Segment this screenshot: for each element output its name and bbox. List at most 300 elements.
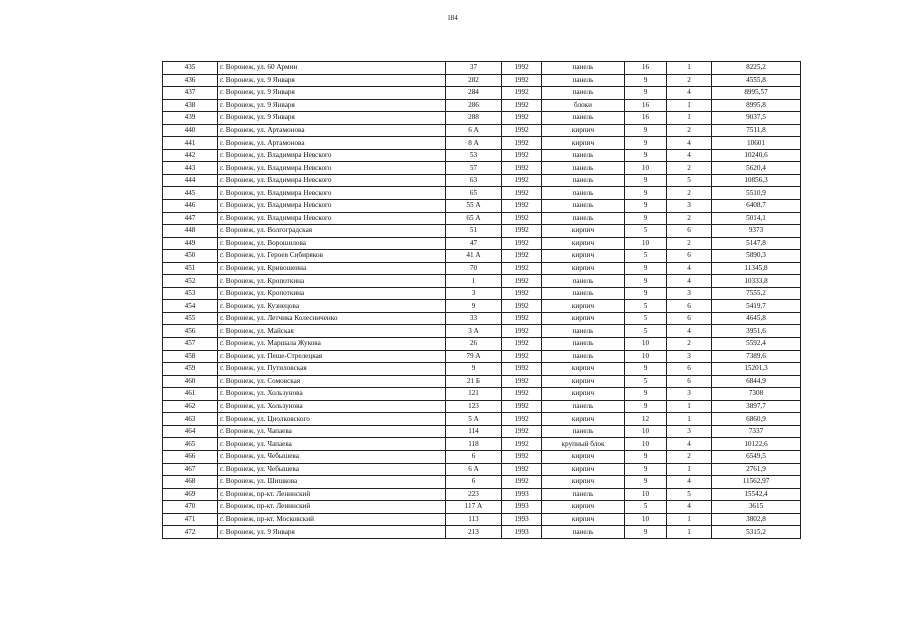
row-number-cell: 437: [163, 87, 218, 100]
area-cell: 5890,3: [712, 250, 801, 263]
material-cell: панель: [542, 400, 625, 413]
address-cell: г. Воронеж, ул. Летчика Колесниченко: [218, 312, 446, 325]
material-cell: панель: [542, 200, 625, 213]
entrances-cell: 2: [667, 162, 712, 175]
entrances-cell: 6: [667, 250, 712, 263]
floors-cell: 9: [625, 212, 667, 225]
year-cell: 1992: [502, 325, 542, 338]
row-number-cell: 460: [163, 375, 218, 388]
material-cell: кирпич: [542, 300, 625, 313]
year-cell: 1992: [502, 312, 542, 325]
house-number-cell: 65 А: [446, 212, 502, 225]
table-row: [163, 225, 801, 238]
address-cell: г. Воронеж, ул. Сомовская: [218, 375, 446, 388]
area-cell: 7337: [712, 425, 801, 438]
floors-cell: 5: [625, 325, 667, 338]
address-cell: г. Воронеж, ул. Кузнецова: [218, 300, 446, 313]
entrances-cell: 2: [667, 237, 712, 250]
row-number-cell: 448: [163, 225, 218, 238]
house-number-cell: 118: [446, 438, 502, 451]
address-cell: г. Воронеж, ул. Хользунова: [218, 400, 446, 413]
row-number-cell: 468: [163, 476, 218, 489]
address-cell: г. Воронеж, пр-кт. Московский: [218, 513, 446, 526]
house-number-cell: 70: [446, 262, 502, 275]
floors-cell: 9: [625, 450, 667, 463]
entrances-cell: 3: [667, 287, 712, 300]
area-cell: 9037,5: [712, 112, 801, 125]
entrances-cell: 3: [667, 350, 712, 363]
year-cell: 1992: [502, 375, 542, 388]
material-cell: панель: [542, 425, 625, 438]
entrances-cell: 6: [667, 363, 712, 376]
entrances-cell: 6: [667, 300, 712, 313]
address-cell: г. Воронеж, ул. Волгоградская: [218, 225, 446, 238]
table-row: [163, 501, 801, 514]
area-cell: 10122,6: [712, 438, 801, 451]
year-cell: 1992: [502, 212, 542, 225]
row-number-cell: 466: [163, 450, 218, 463]
material-cell: кирпич: [542, 363, 625, 376]
year-cell: 1992: [502, 425, 542, 438]
table-row: [163, 450, 801, 463]
area-cell: 5315,2: [712, 526, 801, 539]
material-cell: кирпич: [542, 312, 625, 325]
entrances-cell: 4: [667, 501, 712, 514]
address-cell: г. Воронеж, ул. Циолковского: [218, 413, 446, 426]
area-cell: 15542,4: [712, 488, 801, 501]
floors-cell: 10: [625, 425, 667, 438]
page-number: 184: [447, 14, 458, 22]
floors-cell: 10: [625, 488, 667, 501]
year-cell: 1992: [502, 149, 542, 162]
house-number-cell: 113: [446, 513, 502, 526]
year-cell: 1992: [502, 62, 542, 75]
house-number-cell: 6: [446, 450, 502, 463]
row-number-cell: 441: [163, 137, 218, 150]
row-number-cell: 462: [163, 400, 218, 413]
entrances-cell: 2: [667, 212, 712, 225]
material-cell: кирпич: [542, 375, 625, 388]
material-cell: кирпич: [542, 501, 625, 514]
table-row: [163, 200, 801, 213]
entrances-cell: 4: [667, 476, 712, 489]
area-cell: 5014,1: [712, 212, 801, 225]
entrances-cell: 2: [667, 338, 712, 351]
house-number-cell: 3: [446, 287, 502, 300]
row-number-cell: 440: [163, 124, 218, 137]
table-row: [163, 250, 801, 263]
year-cell: 1992: [502, 438, 542, 451]
material-cell: кирпич: [542, 413, 625, 426]
house-number-cell: 121: [446, 388, 502, 401]
floors-cell: 9: [625, 74, 667, 87]
floors-cell: 9: [625, 187, 667, 200]
material-cell: панель: [542, 212, 625, 225]
table-row: [163, 325, 801, 338]
area-cell: 11562,97: [712, 476, 801, 489]
row-number-cell: 467: [163, 463, 218, 476]
material-cell: кирпич: [542, 225, 625, 238]
address-cell: г. Воронеж, ул. Кропоткина: [218, 275, 446, 288]
floors-cell: 10: [625, 338, 667, 351]
area-cell: 6844,9: [712, 375, 801, 388]
row-number-cell: 439: [163, 112, 218, 125]
floors-cell: 9: [625, 262, 667, 275]
entrances-cell: 4: [667, 87, 712, 100]
material-cell: панель: [542, 275, 625, 288]
entrances-cell: 1: [667, 513, 712, 526]
entrances-cell: 6: [667, 375, 712, 388]
material-cell: панель: [542, 187, 625, 200]
floors-cell: 9: [625, 149, 667, 162]
year-cell: 1992: [502, 87, 542, 100]
year-cell: 1992: [502, 413, 542, 426]
address-cell: г. Воронеж, ул. 9 Января: [218, 99, 446, 112]
entrances-cell: 4: [667, 275, 712, 288]
row-number-cell: 454: [163, 300, 218, 313]
year-cell: 1992: [502, 275, 542, 288]
address-cell: г. Воронеж, ул. Владимира Невского: [218, 187, 446, 200]
year-cell: 1992: [502, 174, 542, 187]
table-row: [163, 338, 801, 351]
house-number-cell: 33: [446, 312, 502, 325]
house-number-cell: 51: [446, 225, 502, 238]
floors-cell: 9: [625, 363, 667, 376]
row-number-cell: 463: [163, 413, 218, 426]
area-cell: 15201,3: [712, 363, 801, 376]
address-cell: г. Воронеж, ул. Ворошилова: [218, 237, 446, 250]
table-row: [163, 212, 801, 225]
year-cell: 1993: [502, 526, 542, 539]
address-cell: г. Воронеж, ул. Чебышева: [218, 450, 446, 463]
table-row: [163, 312, 801, 325]
material-cell: панель: [542, 174, 625, 187]
floors-cell: 16: [625, 99, 667, 112]
year-cell: 1992: [502, 476, 542, 489]
house-number-cell: 47: [446, 237, 502, 250]
material-cell: кирпич: [542, 262, 625, 275]
year-cell: 1992: [502, 162, 542, 175]
area-cell: 5419,7: [712, 300, 801, 313]
material-cell: крупный блок: [542, 438, 625, 451]
table-row: [163, 513, 801, 526]
year-cell: 1993: [502, 488, 542, 501]
address-cell: г. Воронеж, ул. Кривошеина: [218, 262, 446, 275]
material-cell: кирпич: [542, 476, 625, 489]
area-cell: 7555,2: [712, 287, 801, 300]
address-cell: г. Воронеж, ул. Владимира Невского: [218, 212, 446, 225]
house-number-cell: 37: [446, 62, 502, 75]
house-number-cell: 26: [446, 338, 502, 351]
address-cell: г. Воронеж, ул. 9 Января: [218, 87, 446, 100]
row-number-cell: 472: [163, 526, 218, 539]
table-row: [163, 112, 801, 125]
entrances-cell: 1: [667, 526, 712, 539]
floors-cell: 9: [625, 463, 667, 476]
material-cell: кирпич: [542, 124, 625, 137]
entrances-cell: 2: [667, 450, 712, 463]
year-cell: 1992: [502, 99, 542, 112]
year-cell: 1992: [502, 124, 542, 137]
house-number-cell: 9: [446, 300, 502, 313]
area-cell: 10240,6: [712, 149, 801, 162]
table-row: [163, 413, 801, 426]
house-number-cell: 284: [446, 87, 502, 100]
floors-cell: 10: [625, 237, 667, 250]
address-cell: г. Воронеж, ул. 9 Января: [218, 112, 446, 125]
row-number-cell: 457: [163, 338, 218, 351]
year-cell: 1992: [502, 350, 542, 363]
area-cell: 10856,3: [712, 174, 801, 187]
material-cell: панель: [542, 74, 625, 87]
material-cell: кирпич: [542, 250, 625, 263]
entrances-cell: 1: [667, 112, 712, 125]
material-cell: панель: [542, 149, 625, 162]
floors-cell: 9: [625, 174, 667, 187]
entrances-cell: 5: [667, 488, 712, 501]
area-cell: 6549,5: [712, 450, 801, 463]
entrances-cell: 4: [667, 149, 712, 162]
area-cell: 7511,8: [712, 124, 801, 137]
floors-cell: 5: [625, 300, 667, 313]
table-row: [163, 137, 801, 150]
floors-cell: 5: [625, 225, 667, 238]
area-cell: 7389,6: [712, 350, 801, 363]
house-number-cell: 79 А: [446, 350, 502, 363]
material-cell: кирпич: [542, 237, 625, 250]
material-cell: панель: [542, 338, 625, 351]
year-cell: 1993: [502, 513, 542, 526]
floors-cell: 9: [625, 275, 667, 288]
row-number-cell: 435: [163, 62, 218, 75]
year-cell: 1992: [502, 450, 542, 463]
material-cell: блоки: [542, 99, 625, 112]
address-cell: г. Воронеж, ул. Чапаева: [218, 425, 446, 438]
row-number-cell: 442: [163, 149, 218, 162]
year-cell: 1992: [502, 262, 542, 275]
material-cell: панель: [542, 526, 625, 539]
year-cell: 1993: [502, 501, 542, 514]
material-cell: панель: [542, 325, 625, 338]
table-row: [163, 62, 801, 75]
address-cell: г. Воронеж, ул. Хользунова: [218, 388, 446, 401]
area-cell: 8225,2: [712, 62, 801, 75]
floors-cell: 9: [625, 200, 667, 213]
material-cell: кирпич: [542, 513, 625, 526]
table-row: [163, 174, 801, 187]
floors-cell: 9: [625, 287, 667, 300]
row-number-cell: 459: [163, 363, 218, 376]
year-cell: 1992: [502, 463, 542, 476]
address-cell: г. Воронеж, ул. Чапаева: [218, 438, 446, 451]
year-cell: 1992: [502, 363, 542, 376]
area-cell: 3802,8: [712, 513, 801, 526]
row-number-cell: 455: [163, 312, 218, 325]
address-cell: г. Воронеж, ул. Кропоткина: [218, 287, 446, 300]
area-cell: 6860,9: [712, 413, 801, 426]
row-number-cell: 465: [163, 438, 218, 451]
row-number-cell: 449: [163, 237, 218, 250]
table-row: [163, 438, 801, 451]
year-cell: 1992: [502, 338, 542, 351]
area-cell: 5510,9: [712, 187, 801, 200]
row-number-cell: 444: [163, 174, 218, 187]
table-row: [163, 74, 801, 87]
row-number-cell: 447: [163, 212, 218, 225]
table-row: [163, 162, 801, 175]
house-number-cell: 53: [446, 149, 502, 162]
floors-cell: 5: [625, 375, 667, 388]
table-row: [163, 87, 801, 100]
address-cell: г. Воронеж, ул. 60 Армии: [218, 62, 446, 75]
floors-cell: 16: [625, 112, 667, 125]
floors-cell: 9: [625, 87, 667, 100]
floors-cell: 9: [625, 526, 667, 539]
floors-cell: 5: [625, 501, 667, 514]
house-number-cell: 282: [446, 74, 502, 87]
entrances-cell: 3: [667, 425, 712, 438]
row-number-cell: 443: [163, 162, 218, 175]
year-cell: 1992: [502, 200, 542, 213]
material-cell: панель: [542, 350, 625, 363]
floors-cell: 10: [625, 513, 667, 526]
floors-cell: 9: [625, 476, 667, 489]
table-row: [163, 350, 801, 363]
house-number-cell: 288: [446, 112, 502, 125]
floors-cell: 9: [625, 388, 667, 401]
area-cell: 8995,8: [712, 99, 801, 112]
table-row: [163, 275, 801, 288]
area-cell: 7308: [712, 388, 801, 401]
entrances-cell: 6: [667, 225, 712, 238]
floors-cell: 5: [625, 250, 667, 263]
table-body: [163, 62, 801, 539]
address-cell: г. Воронеж, ул. Героев Сибиряков: [218, 250, 446, 263]
housing-table: [162, 61, 801, 539]
area-cell: 5620,4: [712, 162, 801, 175]
entrances-cell: 2: [667, 187, 712, 200]
area-cell: 11345,8: [712, 262, 801, 275]
house-number-cell: 57: [446, 162, 502, 175]
area-cell: 3897,7: [712, 400, 801, 413]
address-cell: г. Воронеж, ул. Чебышева: [218, 463, 446, 476]
table-row: [163, 400, 801, 413]
row-number-cell: 452: [163, 275, 218, 288]
house-number-cell: 5 А: [446, 413, 502, 426]
year-cell: 1992: [502, 187, 542, 200]
floors-cell: 10: [625, 438, 667, 451]
entrances-cell: 1: [667, 413, 712, 426]
address-cell: г. Воронеж, ул. Владимира Невского: [218, 162, 446, 175]
area-cell: 4555,8: [712, 74, 801, 87]
entrances-cell: 1: [667, 463, 712, 476]
area-cell: 5592,4: [712, 338, 801, 351]
table-row: [163, 363, 801, 376]
row-number-cell: 464: [163, 425, 218, 438]
address-cell: г. Воронеж, пр-кт. Ленинский: [218, 488, 446, 501]
floors-cell: 5: [625, 312, 667, 325]
table-row: [163, 287, 801, 300]
table-row: [163, 476, 801, 489]
entrances-cell: 3: [667, 388, 712, 401]
table-row: [163, 187, 801, 200]
area-cell: 3615: [712, 501, 801, 514]
year-cell: 1992: [502, 137, 542, 150]
house-number-cell: 1: [446, 275, 502, 288]
row-number-cell: 445: [163, 187, 218, 200]
year-cell: 1992: [502, 400, 542, 413]
address-cell: г. Воронеж, пр-кт. Ленинский: [218, 501, 446, 514]
floors-cell: 12: [625, 413, 667, 426]
material-cell: панель: [542, 162, 625, 175]
address-cell: г. Воронеж, ул. Пеше-Стрелецкая: [218, 350, 446, 363]
material-cell: панель: [542, 287, 625, 300]
row-number-cell: 436: [163, 74, 218, 87]
row-number-cell: 458: [163, 350, 218, 363]
table-row: [163, 425, 801, 438]
entrances-cell: 1: [667, 99, 712, 112]
table-row: [163, 124, 801, 137]
house-number-cell: 9: [446, 363, 502, 376]
house-number-cell: 123: [446, 400, 502, 413]
material-cell: кирпич: [542, 463, 625, 476]
row-number-cell: 451: [163, 262, 218, 275]
entrances-cell: 5: [667, 174, 712, 187]
address-cell: г. Воронеж, ул. Маршала Жукова: [218, 338, 446, 351]
floors-cell: 9: [625, 137, 667, 150]
material-cell: кирпич: [542, 137, 625, 150]
year-cell: 1992: [502, 250, 542, 263]
area-cell: 3951,6: [712, 325, 801, 338]
row-number-cell: 446: [163, 200, 218, 213]
address-cell: г. Воронеж, ул. Владимира Невского: [218, 149, 446, 162]
address-cell: г. Воронеж, ул. Владимира Невского: [218, 174, 446, 187]
year-cell: 1992: [502, 300, 542, 313]
entrances-cell: 4: [667, 137, 712, 150]
address-cell: г. Воронеж, ул. Артамонова: [218, 124, 446, 137]
year-cell: 1992: [502, 225, 542, 238]
house-number-cell: 21 Б: [446, 375, 502, 388]
area-cell: 6408,7: [712, 200, 801, 213]
floors-cell: 10: [625, 350, 667, 363]
floors-cell: 9: [625, 124, 667, 137]
material-cell: панель: [542, 62, 625, 75]
material-cell: панель: [542, 87, 625, 100]
house-number-cell: 65: [446, 187, 502, 200]
house-number-cell: 117 А: [446, 501, 502, 514]
year-cell: 1992: [502, 287, 542, 300]
material-cell: кирпич: [542, 388, 625, 401]
table-row: [163, 262, 801, 275]
area-cell: 4645,8: [712, 312, 801, 325]
table-row: [163, 488, 801, 501]
address-cell: г. Воронеж, ул. Артамонова: [218, 137, 446, 150]
material-cell: кирпич: [542, 450, 625, 463]
year-cell: 1992: [502, 112, 542, 125]
material-cell: панель: [542, 112, 625, 125]
table-row: [163, 375, 801, 388]
area-cell: 10333,8: [712, 275, 801, 288]
table-row: [163, 388, 801, 401]
year-cell: 1992: [502, 237, 542, 250]
row-number-cell: 453: [163, 287, 218, 300]
address-cell: г. Воронеж, ул. Майская: [218, 325, 446, 338]
address-cell: г. Воронеж, ул. Владимира Невского: [218, 200, 446, 213]
area-cell: 10601: [712, 137, 801, 150]
year-cell: 1992: [502, 388, 542, 401]
address-cell: г. Воронеж, ул. Путиловская: [218, 363, 446, 376]
floors-cell: 10: [625, 162, 667, 175]
